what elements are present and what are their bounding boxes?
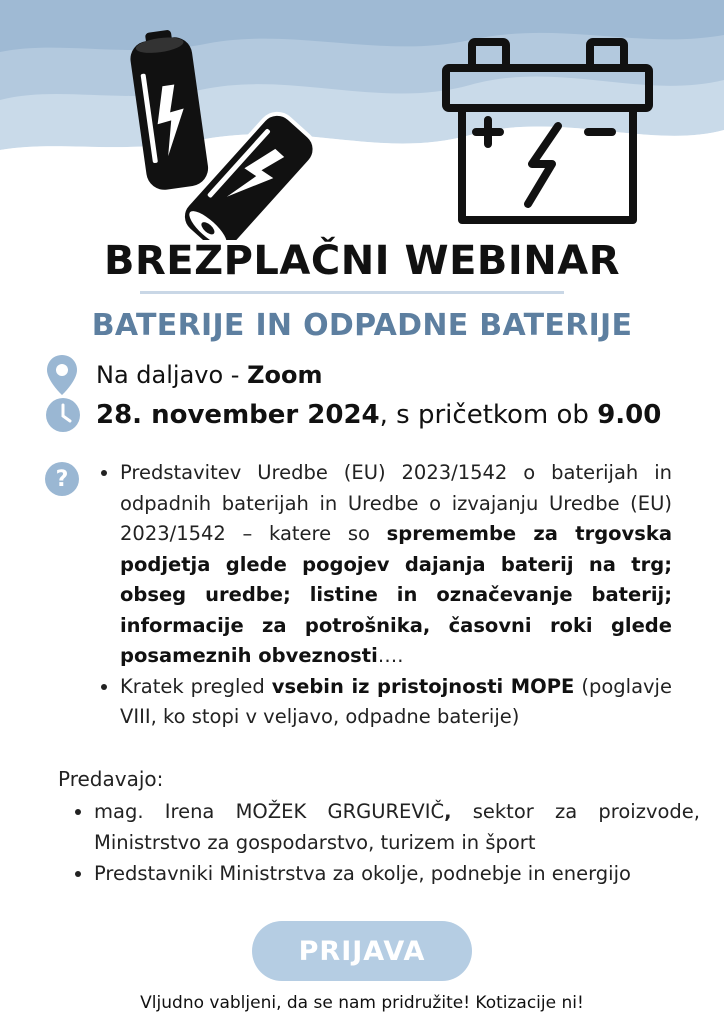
- car-battery-illustration: [440, 36, 655, 228]
- page-subtitle: BATERIJE IN ODPADNE BATERIJE: [91, 308, 633, 343]
- topic-2-tail: (poglavje VIII, ko stopi v veljavo, odpadne baterije): [120, 674, 672, 728]
- topic-1-tail: ….: [377, 644, 404, 667]
- lecturer-1-comma: ,: [444, 800, 452, 823]
- topic-2-text: Kratek pregled: [120, 674, 272, 698]
- location-platform: Zoom: [247, 361, 323, 389]
- map-pin-icon: [46, 354, 78, 396]
- topic-1-bold: spremembe za trgovska podjetja glede pogojev dajanja baterij na trg; obseg uredbe; listine in označevanje baterij; informacije za potrošnika, časovni roki glede posameznih obveznosti: [120, 522, 672, 667]
- lecturers-label: Predavajo:: [58, 767, 164, 791]
- topic-2-bold: vsebin iz pristojnosti MOPE: [271, 674, 575, 698]
- schedule-row: [46, 398, 661, 432]
- lecturer-1-affiliation: sektor za proizvode, Ministrstvo za gospodarstvo, turizem in šport: [94, 800, 700, 854]
- topic-1-text: Predstavitev Uredbe (EU) 2023/1542 o baterijah in odpadnih baterijah in Uredbe o izvajanju Uredbe (EU) 2023/1542 – katere so: [120, 461, 672, 545]
- topic-item: [120, 458, 672, 672]
- lecturer-1-name: mag. Irena MOŽEK GRGUREVIČ: [94, 800, 445, 823]
- footer-note: Vljudno vabljeni, da se nam pridružite! Kotizacije ni!: [140, 993, 584, 1013]
- question-icon: ?: [45, 462, 79, 496]
- lecturer-item: [94, 796, 700, 858]
- page-title: BREZPLAČNI WEBINAR: [103, 238, 621, 284]
- event-date: 28. november 2024: [96, 400, 380, 430]
- event-time: 9.00: [597, 400, 662, 430]
- topics-list: [100, 458, 672, 733]
- lecturers-list: [74, 796, 700, 889]
- location-prefix: Na daljavo -: [96, 361, 248, 389]
- register-button[interactable]: PRIJAVA: [252, 921, 472, 981]
- location-row: [46, 354, 322, 396]
- clock-icon: [46, 398, 80, 432]
- lecturer-item: • Predstavniki Ministrstva za okolje, podnebje in energijo: [94, 858, 700, 889]
- title-divider: [140, 291, 564, 294]
- event-time-prefix: , s pričetkom ob: [379, 400, 598, 430]
- topic-item: [120, 672, 672, 733]
- batteries-illustration: [130, 30, 330, 240]
